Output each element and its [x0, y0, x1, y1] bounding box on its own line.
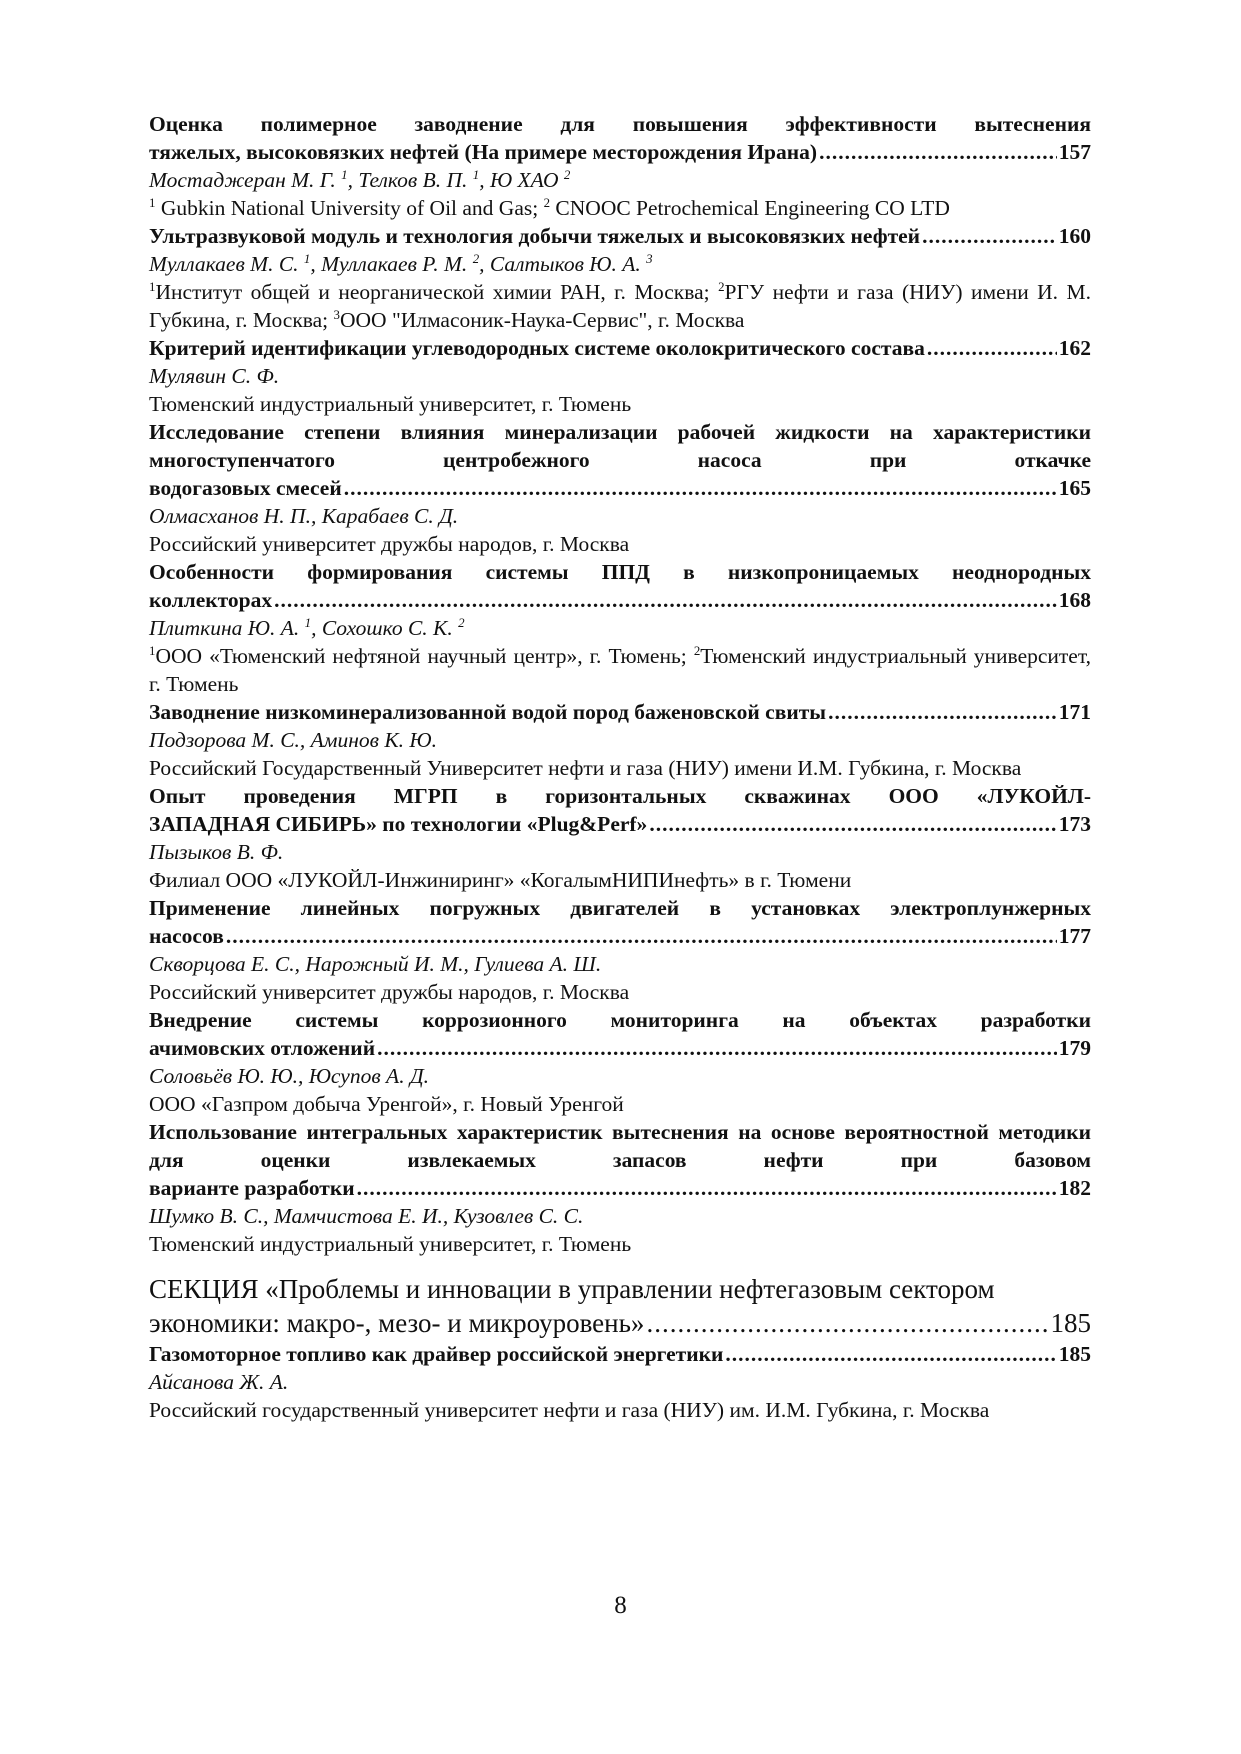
entry-title-last-line	[149, 586, 1091, 614]
entry-page-number: 182	[1058, 1176, 1091, 1200]
entry-affiliation: Российский Государственный Университет нефти и газа (НИУ) имени И.М. Губкина, г. Москва	[149, 756, 1022, 780]
entry-title-text: варианте разработки	[149, 1176, 355, 1200]
entry-title-line: Исследование степени влияния минерализации рабочей жидкости на характеристики многоступенчатого центробежного насоса при откачке	[149, 420, 1091, 472]
entry-title[interactable]	[149, 110, 1091, 166]
entry-title[interactable]	[149, 418, 1091, 502]
entry-affiliation: Российский университет дружбы народов, г. Москва	[149, 532, 630, 556]
entry-page-number: 160	[1058, 224, 1091, 248]
leader-dots	[649, 810, 1056, 838]
entry-page-number: 173	[1058, 812, 1091, 836]
entry-authors: Соловьёв Ю. Ю., Юсупов А. Д.	[149, 1064, 429, 1088]
entry-page-number: 162	[1058, 336, 1091, 360]
entry-title-line: Опыт проведения МГРП в горизонтальных скважинах ООО «ЛУКОЙЛ-	[149, 784, 1091, 808]
entry-authors: Олмасханов Н. П., Карабаев С. Д.	[149, 504, 459, 528]
entry-title-text: коллекторах	[149, 588, 273, 612]
entry-page-number: 165	[1058, 476, 1091, 500]
section-heading-text: экономики: макро-, мезо- и микроуровень»	[149, 1308, 645, 1338]
entry-title[interactable]	[149, 334, 1091, 362]
entry-title-last-line	[149, 1034, 1091, 1062]
entry-authors: Подзорова М. С., Аминов К. Ю.	[149, 728, 437, 752]
leader-dots	[344, 474, 1057, 502]
entry-title-last-line	[149, 698, 1091, 726]
entry-page-number: 185	[1058, 1342, 1091, 1366]
leader-dots	[828, 698, 1057, 726]
leader-dots	[725, 1340, 1056, 1368]
section-page-number: 185	[1050, 1308, 1091, 1338]
entry-affiliation: Российский государственный университет нефти и газа (НИУ) им. И.М. Губкина, г. Москва	[149, 1398, 990, 1422]
entry-title[interactable]	[149, 782, 1091, 838]
toc-entry[interactable]	[149, 782, 1091, 894]
entry-title-line: Использование интегральных характеристик вытеснения на основе вероятностной методики для оценки извлекаемых запасов нефти при базовом	[149, 1120, 1091, 1172]
entry-title-line: Особенности формирования системы ППД в низкопроницаемых неоднородных	[149, 560, 1091, 584]
toc-entry[interactable]	[149, 418, 1091, 558]
toc-entry[interactable]	[149, 1006, 1091, 1118]
entry-authors: Мостаджеран М. Г. $^1$, Телков В. П. $^1$, Ю ХАО $^2$	[149, 167, 571, 192]
entry-title-text: Критерий идентификации углеводородных системе околокритического состава	[149, 336, 925, 360]
section-heading	[149, 1272, 1091, 1340]
entry-title-text: ачимовских отложений	[149, 1036, 376, 1060]
entry-page-number: 157	[1058, 140, 1091, 164]
entry-title-line: Внедрение системы коррозионного мониторинга на объектах разработки	[149, 1008, 1091, 1032]
leader-dots	[226, 922, 1057, 950]
entry-title-text: Газомоторное топливо как драйвер российской энергетики	[149, 1342, 724, 1366]
entry-page-number: 171	[1058, 700, 1091, 724]
section-heading-line-1: СЕКЦИЯ «Проблемы и инновации в управлении нефтегазовым сектором	[149, 1274, 995, 1304]
entry-title-last-line	[149, 1340, 1091, 1368]
entry-affiliation: $^1$ООО «Тюменский нефтяной научный центр», г. Тюмень; $^2$Тюменский индустриальный университет, г. Тюмень	[149, 643, 1091, 696]
entry-title[interactable]	[149, 1006, 1091, 1062]
toc-entry[interactable]	[149, 1118, 1091, 1258]
entry-title-last-line	[149, 474, 1091, 502]
entry-title-text: ЗАПАДНАЯ СИБИРЬ» по технологии «Plug&Perf»	[149, 812, 648, 836]
entry-affiliation: ООО «Газпром добыча Уренгой», г. Новый Уренгой	[149, 1092, 624, 1116]
entry-authors: Муллакаев М. С. $^1$, Муллакаев Р. М. $^2$, Салтыков Ю. А. $^3$	[149, 251, 653, 276]
entry-affiliation: Филиал ООО «ЛУКОЙЛ-Инжиниринг» «КогалымНИПИнефть» в г. Тюмени	[149, 868, 852, 892]
entry-page-number: 168	[1058, 588, 1091, 612]
section-entries	[149, 1340, 1091, 1424]
entry-page-number: 177	[1058, 924, 1091, 948]
entry-authors: Шумко В. С., Мамчистова Е. И., Кузовлев С. С.	[149, 1204, 584, 1228]
entry-title[interactable]	[149, 558, 1091, 614]
entry-affiliation: Тюменский индустриальный университет, г. Тюмень	[149, 1232, 632, 1256]
table-of-contents	[149, 110, 1091, 1424]
entry-title[interactable]	[149, 1118, 1091, 1202]
leader-dots	[646, 1306, 1048, 1340]
toc-entry[interactable]	[149, 894, 1091, 1006]
toc-entry[interactable]	[149, 698, 1091, 782]
entry-title-text: водогазовых смесей	[149, 476, 342, 500]
entry-title[interactable]	[149, 1340, 1091, 1368]
entry-title-last-line	[149, 922, 1091, 950]
entry-affiliation: Тюменский индустриальный университет, г. Тюмень	[149, 392, 632, 416]
entry-title-last-line	[149, 810, 1091, 838]
leader-dots	[274, 586, 1057, 614]
toc-entry[interactable]	[149, 110, 1091, 222]
leader-dots	[922, 222, 1057, 250]
entry-title-last-line	[149, 222, 1091, 250]
entry-page-number: 179	[1058, 1036, 1091, 1060]
toc-entry[interactable]	[149, 222, 1091, 334]
entry-title[interactable]	[149, 698, 1091, 726]
leader-dots	[819, 138, 1057, 166]
entry-title-last-line	[149, 1174, 1091, 1202]
entry-authors: Скворцова Е. С., Нарожный И. М., Гулиева А. Ш.	[149, 952, 602, 976]
entry-title-text: насосов	[149, 924, 224, 948]
entry-authors: Плиткина Ю. А. $^1$, Сохошко С. К. $^2$	[149, 615, 465, 640]
entry-title[interactable]	[149, 222, 1091, 250]
page-number: 8	[614, 1592, 627, 1619]
entry-affiliation: $^1$Институт общей и неорганической химии РАН, г. Москва; $^2$РГУ нефти и газа (НИУ) имени И. М. Губкина, г. Москва; $^3$ООО "Илмасоник-Наука-Сервис", г. Москва	[149, 279, 1091, 332]
leader-dots	[377, 1034, 1057, 1062]
entry-authors: Пызыков В. Ф.	[149, 840, 284, 864]
leader-dots	[357, 1174, 1057, 1202]
leader-dots	[927, 334, 1057, 362]
entry-title-text: тяжелых, высоковязких нефтей (На примере месторождения Ирана)	[149, 140, 818, 164]
entry-title-text: Заводнение низкоминерализованной водой пород баженовской свиты	[149, 700, 827, 724]
toc-entry[interactable]	[149, 334, 1091, 418]
entry-title-last-line	[149, 334, 1091, 362]
entry-title-text: Ультразвуковой модуль и технология добычи тяжелых и высоковязких нефтей	[149, 224, 921, 248]
section-heading-line-2	[149, 1306, 1091, 1340]
entry-authors: Айсанова Ж. А.	[149, 1370, 289, 1394]
entry-affiliation: $^1$ Gubkin National University of Oil and Gas; $^2$ CNOOC Petrochemical Engineering CO LTD	[149, 195, 950, 220]
toc-entry[interactable]	[149, 1340, 1091, 1424]
entry-affiliation: Российский университет дружбы народов, г. Москва	[149, 980, 630, 1004]
entry-title-line: Оценка полимерное заводнение для повышения эффективности вытеснения	[149, 112, 1091, 136]
entry-title[interactable]	[149, 894, 1091, 950]
entry-authors: Мулявин С. Ф.	[149, 364, 280, 388]
entry-title-last-line	[149, 138, 1091, 166]
toc-entry[interactable]	[149, 558, 1091, 698]
toc-entries	[149, 110, 1091, 1258]
entry-title-line: Применение линейных погружных двигателей в установках электроплунжерных	[149, 896, 1091, 920]
